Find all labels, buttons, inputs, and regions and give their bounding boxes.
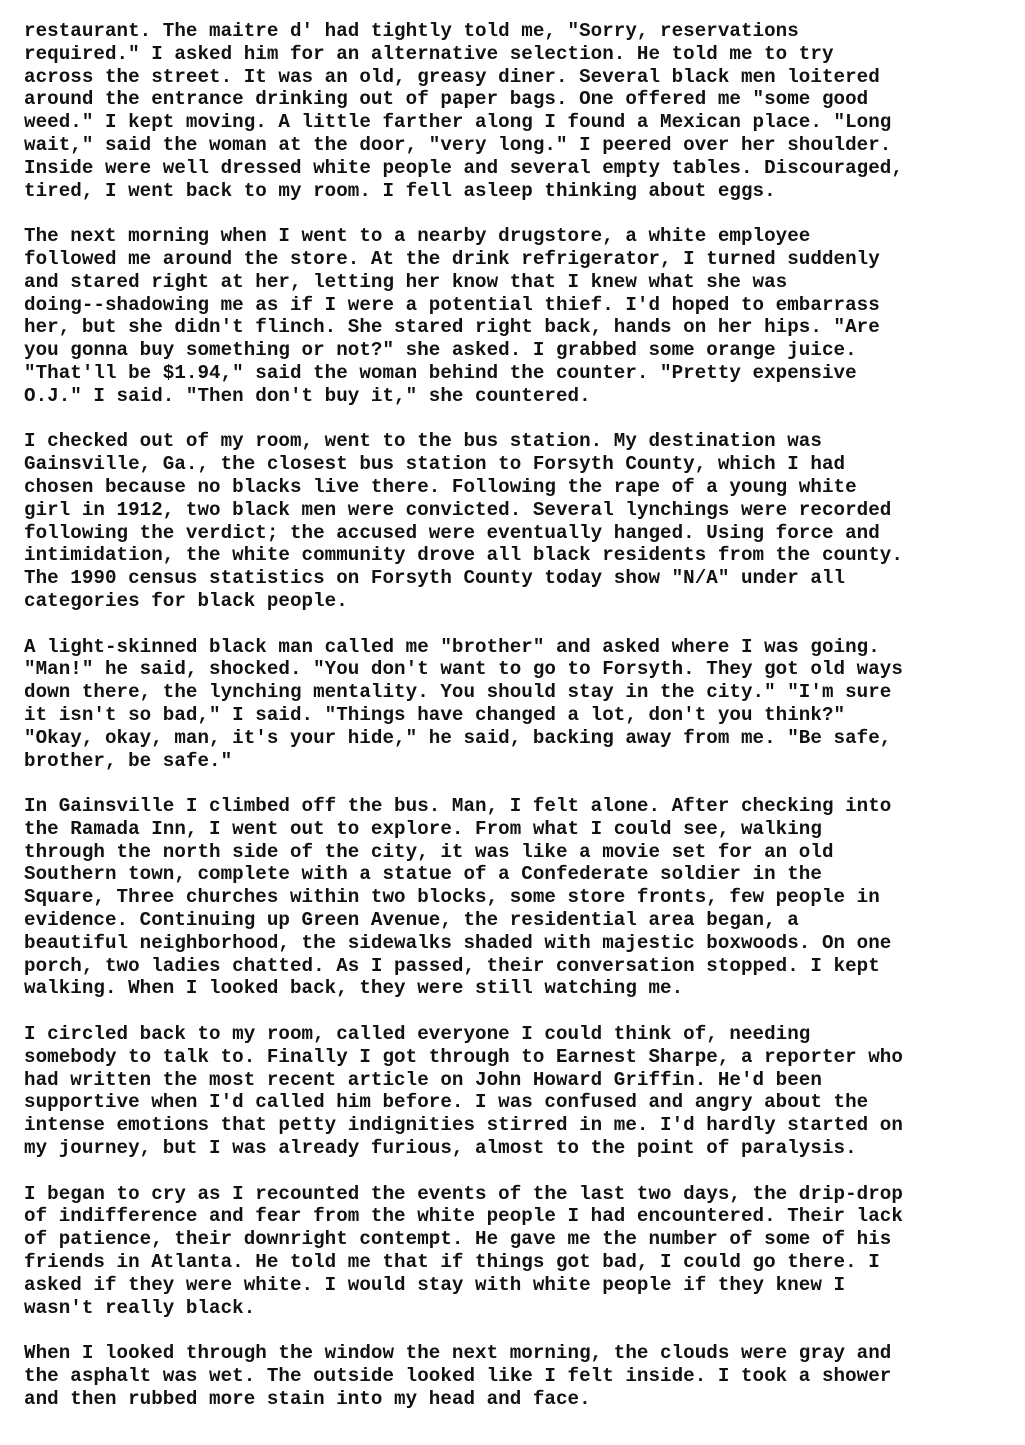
text-line: walking. When I looked back, they were still watching me. [24,977,684,1000]
text-line: followed me around the store. At the drink refrigerator, I turned suddenly [24,247,880,270]
text-line: had written the most recent article on John Howard Griffin. He'd been [24,1068,822,1091]
text-line: beautiful neighborhood, the sidewalks shaded with majestic boxwoods. On one [24,931,892,954]
text-line: In Gainsville I climbed off the bus. Man, I felt alone. After checking into [24,795,892,818]
text-line: I checked out of my room, went to the bus station. My destination was [24,430,822,453]
text-line: "Okay, okay, man, it's your hide," he said, backing away from me. "Be safe, [24,726,892,749]
text-line: through the north side of the city, it was like a movie set for an old [24,840,834,863]
text-line: O.J." I said. "Then don't buy it," she countered. [24,384,591,407]
text-line: restaurant. The maitre d' had tightly told me, "Sorry, reservations [24,20,799,42]
text-line: around the entrance drinking out of paper bags. One offered me "some good [24,88,869,111]
text-line: her, but she didn't flinch. She stared right back, hands on her hips. "Are [24,316,880,339]
paragraph [24,430,1004,612]
paragraph [24,1342,1004,1410]
text-line: friends in Atlanta. He told me that if things got bad, I could go there. I [24,1251,880,1274]
text-line: you gonna buy something or not?" she asked. I grabbed some orange juice. [24,339,857,362]
paragraph [24,20,1004,202]
text-line: weed." I kept moving. A little farther along I found a Mexican place. "Long [24,111,892,134]
text-line: down there, the lynching mentality. You should stay in the city." "I'm sure [24,681,892,704]
paragraph [24,1023,1004,1160]
text-line: my journey, but I was already furious, almost to the point of paralysis. [24,1137,857,1160]
text-line: required." I asked him for an alternative selection. He told me to try [24,42,834,65]
text-line: Southern town, complete with a statue of a Confederate soldier in the [24,863,822,886]
text-line: chosen because no blacks live there. Following the rape of a young white [24,475,857,498]
text-line: I began to cry as I recounted the events of the last two days, the drip-drop [24,1182,903,1205]
text-line: wasn't really black. [24,1296,256,1319]
text-line: "Man!" he said, shocked. "You don't want to go to Forsyth. They got old ways [24,658,903,681]
paragraph [24,636,1004,773]
text-line: of indifference and fear from the white people I had encountered. Their lack [24,1205,903,1228]
paragraph [24,795,1004,1000]
text-line: The 1990 census statistics on Forsyth County today show "N/A" under all [24,567,846,590]
text-line: tired, I went back to my room. I fell asleep thinking about eggs. [24,179,776,202]
text-line: the asphalt was wet. The outside looked like I felt inside. I took a shower [24,1365,892,1388]
text-line: following the verdict; the accused were eventually hanged. Using force and [24,521,880,544]
text-line: When I looked through the window the next morning, the clouds were gray and [24,1342,892,1365]
text-line: across the street. It was an old, greasy diner. Several black men loitered [24,65,880,88]
text-line: brother, be safe." [24,749,233,772]
text-line: intense emotions that petty indignities stirred in me. I'd hardly started on [24,1114,903,1137]
text-line: Gainsville, Ga., the closest bus station to Forsyth County, which I had [24,453,846,476]
text-line: intimidation, the white community drove all black residents from the county. [24,544,903,567]
text-line: doing--shadowing me as if I were a potential thief. I'd hoped to embarrass [24,293,880,316]
text-line: the Ramada Inn, I went out to explore. From what I could see, walking [24,817,822,840]
text-line: A light-skinned black man called me "brother" and asked where I was going. [24,635,880,658]
text-line: The next morning when I went to a nearby drugstore, a white employee [24,225,811,248]
text-line: "That'll be $1.94," said the woman behind the counter. "Pretty expensive [24,361,857,384]
text-line: somebody to talk to. Finally I got through to Earnest Sharpe, a reporter who [24,1045,903,1068]
text-line: Square, Three churches within two blocks, some store fronts, few people in [24,886,880,909]
text-line: it isn't so bad," I said. "Things have changed a lot, don't you think?" [24,703,846,726]
text-line: evidence. Continuing up Green Avenue, the residential area began, a [24,909,799,932]
text-line: girl in 1912, two black men were convicted. Several lynchings were recorded [24,498,892,521]
text-line: supportive when I'd called him before. I was confused and angry about the [24,1091,869,1114]
text-line: wait," said the woman at the door, "very long." I peered over her shoulder. [24,133,892,156]
paragraph [24,225,1004,407]
text-line: porch, two ladies chatted. As I passed, their conversation stopped. I kept [24,954,880,977]
text-line: asked if they were white. I would stay with white people if they knew I [24,1273,846,1296]
document-page [24,20,1004,1433]
text-line: I circled back to my room, called everyone I could think of, needing [24,1023,811,1046]
text-line: and stared right at her, letting her know that I knew what she was [24,270,788,293]
text-line: and then rubbed more stain into my head and face. [24,1387,591,1410]
text-line: categories for black people. [24,589,348,612]
paragraph [24,1183,1004,1320]
text-line: Inside were well dressed white people and several empty tables. Discouraged, [24,156,903,179]
text-line: of patience, their downright contempt. He gave me the number of some of his [24,1228,892,1251]
